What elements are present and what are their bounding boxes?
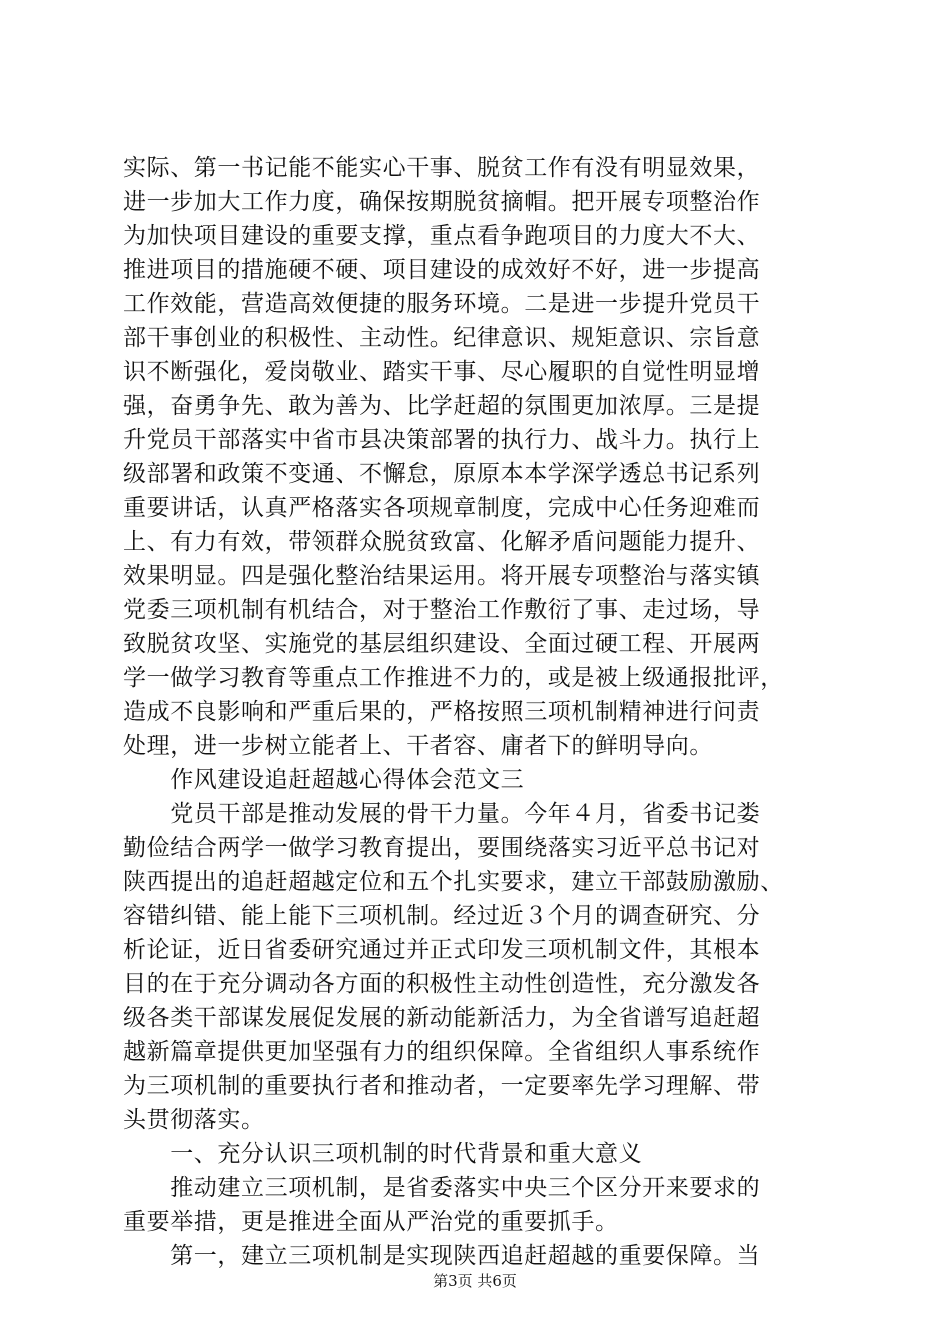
- text-line: 析论证，近日省委研究通过并正式印发三项机制文件，其根本: [123, 937, 761, 963]
- text-line: 重要举措，更是推进全面从严治党的重要抓手。: [123, 1209, 619, 1235]
- text-line: 重要讲话，认真严格落实各项规章制度，完成中心任务迎难而: [123, 495, 761, 521]
- text-line: 陕西提出的追赶超越定位和五个扎实要求，建立干部鼓励激励、: [123, 869, 784, 895]
- text-line: 作风建设追赶超越心得体会范文三: [123, 767, 525, 793]
- text-line: 勤俭结合两学一做学习教育提出，要围绕落实习近平总书记对: [123, 835, 761, 861]
- text-line: 致脱贫攻坚、实施党的基层组织建设、全面过硬工程、开展两: [123, 631, 761, 657]
- body-text: [123, 151, 835, 1273]
- text-line: 党员干部是推动发展的骨干力量。今年４月，省委书记娄: [123, 801, 761, 827]
- text-line: 为三项机制的重要执行者和推动者，一定要率先学习理解、带: [123, 1073, 761, 1099]
- page-footer: 第3页 共6页: [433, 1272, 517, 1290]
- text-line: 推动建立三项机制，是省委落实中央三个区分开来要求的: [123, 1175, 761, 1201]
- text-line: 目的在于充分调动各方面的积极性主动性创造性，充分激发各: [123, 971, 761, 997]
- text-line: 一、充分认识三项机制的时代背景和重大意义: [123, 1141, 643, 1167]
- text-line: 进一步加大工作力度，确保按期脱贫摘帽。把开展专项整治作: [123, 189, 761, 215]
- text-line: 强，奋勇争先、敢为善为、比学赶超的氛围更加浓厚。三是提: [123, 393, 761, 419]
- text-line: 推进项目的措施硬不硬、项目建设的成效好不好，进一步提高: [123, 257, 761, 283]
- text-line: 造成不良影响和严重后果的，严格按照三项机制精神进行问责: [123, 699, 761, 725]
- text-line: 识不断强化，爱岗敬业、踏实干事、尽心履职的自觉性明显增: [123, 359, 761, 385]
- text-line: 实际、第一书记能不能实心干事、脱贫工作有没有明显效果，: [123, 155, 761, 181]
- text-line: 部干事创业的积极性、主动性。纪律意识、规矩意识、宗旨意: [123, 325, 761, 351]
- text-line: 处理，进一步树立能者上、干者容、庸者下的鲜明导向。: [123, 733, 713, 759]
- text-line: 头贯彻落实。: [123, 1107, 265, 1133]
- text-line: 党委三项机制有机结合，对于整治工作敷衍了事、走过场，导: [123, 597, 761, 623]
- text-line: 效果明显。四是强化整治结果运用。将开展专项整治与落实镇: [123, 563, 761, 589]
- text-line: 级部署和政策不变通、不懈怠，原原本本学深学透总书记系列: [123, 461, 761, 487]
- text-line: 上、有力有效，带领群众脱贫致富、化解矛盾问题能力提升、: [123, 529, 761, 555]
- text-line: 工作效能，营造高效便捷的服务环境。二是进一步提升党员干: [123, 291, 761, 317]
- text-line: 容错纠错、能上能下三项机制。经过近３个月的调查研究、分: [123, 903, 761, 929]
- text-line: 学一做学习教育等重点工作推进不力的，或是被上级通报批评，: [123, 665, 784, 691]
- text-line: 级各类干部谋发展促发展的新动能新活力，为全省谱写追赶超: [123, 1005, 761, 1031]
- text-line: 升党员干部落实中省市县决策部署的执行力、战斗力。执行上: [123, 427, 761, 453]
- text-line: 越新篇章提供更加坚强有力的组织保障。全省组织人事系统作: [123, 1039, 761, 1065]
- text-line: 为加快项目建设的重要支撑，重点看争跑项目的力度大不大、: [123, 223, 761, 249]
- text-line: 第一，建立三项机制是实现陕西追赶超越的重要保障。当: [123, 1243, 761, 1269]
